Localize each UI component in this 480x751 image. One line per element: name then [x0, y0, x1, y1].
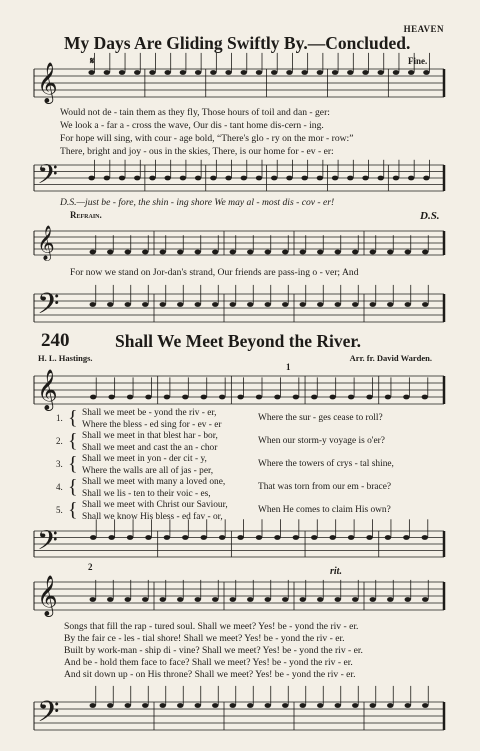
note-head	[149, 70, 155, 75]
note-head	[405, 250, 411, 255]
first-ending-mark: 1	[286, 362, 291, 372]
note-head	[164, 70, 170, 75]
clef-icon: 𝄢	[37, 158, 58, 197]
note-head	[370, 250, 376, 255]
note-head	[317, 70, 323, 75]
note-head	[286, 176, 292, 181]
lyric-line: Would not de - tain them as they fly, Those hours of toil and dan - ger:	[60, 107, 330, 118]
note-head	[127, 535, 133, 540]
note-head	[352, 597, 358, 602]
segno-sign: 𝄋	[90, 56, 95, 67]
treble-staff-refrain	[34, 225, 444, 261]
verse-line: Where the walls are all of jas - per,	[82, 465, 214, 476]
note-head	[422, 535, 428, 540]
bass-staff-refrain	[34, 288, 444, 329]
note-head	[88, 176, 94, 181]
note-head	[230, 250, 236, 255]
note-head	[408, 176, 414, 181]
note-head	[177, 250, 183, 255]
note-head	[423, 176, 429, 181]
note-head	[362, 70, 368, 75]
verse-number: 5.	[56, 505, 63, 515]
verse-line: Shall we lis - ten to their voic - es,	[82, 488, 211, 499]
ds-label: D.S.	[420, 210, 440, 222]
refrain-lyric: For now we stand on Jor-dan's strand, Our friends are pass-ing o - ver; And	[70, 267, 359, 278]
note-head	[293, 395, 299, 400]
note-head	[230, 597, 236, 602]
note-head	[160, 250, 166, 255]
note-head	[149, 176, 155, 181]
note-head	[271, 176, 277, 181]
note-head	[125, 597, 131, 602]
note-head	[195, 597, 201, 602]
note-head	[274, 535, 280, 540]
verse-line: Shall we meet with Christ our Saviour,	[82, 500, 228, 510]
note-head	[90, 302, 96, 307]
note-head	[317, 176, 323, 181]
treble-staff-240-1	[34, 370, 444, 410]
bass-staff-240-2	[34, 696, 444, 736]
note-head	[247, 597, 253, 602]
note-head	[160, 302, 166, 307]
verse-brace: {	[68, 453, 78, 475]
note-head	[210, 70, 216, 75]
note-head	[182, 395, 188, 400]
note-head	[352, 703, 358, 708]
note-head	[212, 703, 218, 708]
note-head	[142, 250, 148, 255]
arranger-credit: Arr. fr. David Warden.	[349, 353, 432, 363]
note-head	[256, 395, 262, 400]
clef-icon: 𝄢	[37, 288, 60, 329]
lyric-line: For hope will sing, with cour - age bold, “There's glo - ry on the mor - row:”	[60, 133, 354, 144]
note-head	[195, 703, 201, 708]
note-head	[145, 395, 151, 400]
note-head	[362, 176, 368, 181]
note-head	[422, 597, 428, 602]
refrain-label: Refrain.	[70, 210, 102, 220]
note-head	[265, 703, 271, 708]
note-head	[180, 176, 186, 181]
note-head	[256, 70, 262, 75]
note-head	[378, 176, 384, 181]
note-head	[142, 703, 148, 708]
note-head	[230, 703, 236, 708]
note-head	[134, 70, 140, 75]
lyric-line: By the fair ce - les - tial shore! Shall we meet? Yes! be - yond the riv - er.	[64, 633, 345, 644]
verse-number: 2.	[56, 436, 63, 446]
note-head	[134, 176, 140, 181]
verse-number: 3.	[56, 459, 63, 469]
note-head	[210, 176, 216, 181]
note-head	[366, 535, 372, 540]
note-head	[164, 395, 170, 400]
note-head	[385, 395, 391, 400]
note-head	[282, 703, 288, 708]
note-head	[127, 395, 133, 400]
note-head	[237, 395, 243, 400]
note-head	[422, 250, 428, 255]
verse-line-continuation: Where the towers of crys - tal shine,	[258, 459, 394, 469]
clef-icon: 𝄢	[37, 524, 58, 563]
note-head	[145, 535, 151, 540]
verse-brace: {	[68, 430, 78, 452]
note-head	[108, 395, 114, 400]
note-head	[332, 70, 338, 75]
note-head	[90, 535, 96, 540]
note-head	[107, 703, 113, 708]
section-header: HEAVEN	[403, 24, 444, 34]
lyric-line: We look a - far a - cross the wave, Our dis - tant home dis-cern - ing.	[60, 120, 324, 131]
note-head	[311, 395, 317, 400]
note-head	[329, 395, 335, 400]
verse-line-continuation: When He comes to claim His own?	[258, 505, 391, 515]
note-head	[265, 250, 271, 255]
note-head	[201, 535, 207, 540]
note-head	[422, 395, 428, 400]
note-head	[107, 302, 113, 307]
note-head	[107, 250, 113, 255]
verse-line-continuation: When our storm-y voyage is o'er?	[258, 436, 385, 446]
note-head	[335, 703, 341, 708]
verse-line: Shall we meet with many a loved one,	[82, 477, 226, 487]
note-head	[385, 535, 391, 540]
note-head	[347, 176, 353, 181]
note-head	[387, 597, 393, 602]
note-head	[142, 302, 148, 307]
note-head	[164, 176, 170, 181]
note-head	[423, 70, 429, 75]
clef-icon: 𝄞	[37, 576, 58, 617]
note-head	[180, 70, 186, 75]
lyric-line: And be - hold them face to face? Shall we meet? Yes! be - yond the riv - er.	[64, 657, 353, 668]
verse-brace: {	[68, 499, 78, 521]
note-head	[119, 70, 125, 75]
ds-lyric-line: D.S.—just be - fore, the shin - ing shore We may al - most dis - cov - er!	[60, 197, 335, 208]
note-head	[125, 250, 131, 255]
note-head	[370, 302, 376, 307]
note-head	[282, 597, 288, 602]
note-head	[230, 302, 236, 307]
note-head	[225, 176, 231, 181]
note-head	[219, 535, 225, 540]
note-head	[104, 70, 110, 75]
clef-icon: 𝄞	[37, 225, 55, 261]
note-head	[332, 176, 338, 181]
note-head	[301, 176, 307, 181]
note-head	[247, 250, 253, 255]
note-head	[142, 597, 148, 602]
verse-line: Where the bless - ed sing for - ev - er	[82, 419, 222, 430]
note-head	[107, 597, 113, 602]
note-head	[378, 70, 384, 75]
hymn-title: Shall We Meet Beyond the River.	[115, 331, 361, 351]
note-head	[182, 535, 188, 540]
note-head	[370, 703, 376, 708]
note-head	[90, 703, 96, 708]
note-head	[317, 302, 323, 307]
note-head	[393, 176, 399, 181]
note-head	[405, 703, 411, 708]
note-head	[271, 70, 277, 75]
note-head	[317, 250, 323, 255]
note-head	[352, 302, 358, 307]
note-head	[125, 703, 131, 708]
note-head	[90, 250, 96, 255]
verse-line: Shall we meet be - yond the riv - er,	[82, 408, 217, 418]
note-head	[348, 535, 354, 540]
note-head	[403, 535, 409, 540]
verse-line: Shall we meet in that blest har - bor,	[82, 431, 218, 441]
note-head	[347, 70, 353, 75]
hymn-title-concluded: My Days Are Gliding Swiftly By.—Concluded.	[64, 33, 411, 53]
verse-block	[52, 408, 452, 526]
note-head	[265, 597, 271, 602]
note-head	[293, 535, 299, 540]
note-head	[311, 535, 317, 540]
note-head	[352, 250, 358, 255]
clef-icon: 𝄞	[37, 370, 58, 411]
note-head	[88, 70, 94, 75]
lyric-line: Built by work-man - ship di - vine? Shall we meet? Yes! be - yond the riv - er.	[64, 645, 363, 656]
note-head	[422, 703, 428, 708]
lyric-line: And sit down up - on His throne? Shall we meet? Yes! be - yond the riv - er.	[64, 669, 356, 680]
note-head	[301, 70, 307, 75]
bass-staff-1	[34, 158, 444, 197]
note-head	[317, 703, 323, 708]
note-head	[300, 250, 306, 255]
clef-icon: 𝄞	[37, 63, 58, 104]
verse-number: 1.	[56, 413, 63, 423]
note-head	[300, 597, 306, 602]
verse-line-continuation: Where the sur - ges cease to roll?	[258, 413, 383, 423]
lyric-line: Songs that fill the rap - tured soul. Shall we meet? Yes! be - yond the riv - er.	[64, 621, 359, 632]
note-head	[219, 395, 225, 400]
note-head	[195, 250, 201, 255]
verse-line: Shall we know His bless - ed fav - or,	[82, 511, 223, 522]
note-head	[195, 302, 201, 307]
note-head	[405, 597, 411, 602]
fine-mark: Fine.	[408, 56, 428, 66]
note-head	[274, 395, 280, 400]
note-head	[370, 597, 376, 602]
hymn-number: 240	[41, 330, 70, 351]
note-head	[422, 302, 428, 307]
rit-mark: rit.	[330, 566, 342, 577]
treble-staff-240-2	[34, 576, 444, 616]
clef-icon: 𝄢	[37, 696, 60, 737]
note-head	[90, 395, 96, 400]
note-head	[177, 302, 183, 307]
note-head	[195, 70, 201, 75]
note-head	[300, 703, 306, 708]
note-head	[317, 597, 323, 602]
note-head	[282, 302, 288, 307]
note-head	[335, 302, 341, 307]
note-head	[256, 176, 262, 181]
bass-staff-240-1	[34, 524, 444, 563]
note-head	[282, 250, 288, 255]
note-head	[366, 395, 372, 400]
note-head	[164, 535, 170, 540]
note-head	[160, 703, 166, 708]
note-head	[408, 70, 414, 75]
verse-line: Shall we meet and cast the an - chor	[82, 442, 218, 453]
note-head	[241, 176, 247, 181]
note-head	[237, 535, 243, 540]
lyric-line: There, bright and joy - ous in the skies, There, is our home for - ev - er:	[60, 146, 334, 157]
note-head	[348, 395, 354, 400]
note-head	[393, 70, 399, 75]
note-head	[247, 302, 253, 307]
note-head	[256, 535, 262, 540]
note-head	[403, 395, 409, 400]
note-head	[300, 302, 306, 307]
note-head	[212, 302, 218, 307]
note-head	[90, 597, 96, 602]
note-head	[177, 597, 183, 602]
note-head	[160, 597, 166, 602]
note-head	[201, 395, 207, 400]
author-credit: H. L. Hastings.	[38, 353, 93, 363]
note-head	[286, 70, 292, 75]
note-head	[329, 535, 335, 540]
verse-number: 4.	[56, 482, 63, 492]
second-ending-mark: 2	[88, 562, 93, 572]
note-head	[387, 302, 393, 307]
verse-line: Shall we meet in yon - der cit - y,	[82, 454, 207, 464]
verse-line-continuation: That was torn from our em - brace?	[258, 482, 392, 492]
note-head	[335, 597, 341, 602]
note-head	[247, 703, 253, 708]
note-head	[119, 176, 125, 181]
note-head	[225, 70, 231, 75]
note-head	[212, 250, 218, 255]
note-head	[265, 302, 271, 307]
note-head	[177, 703, 183, 708]
note-head	[104, 176, 110, 181]
note-head	[387, 250, 393, 255]
note-head	[387, 703, 393, 708]
verse-brace: {	[68, 407, 78, 429]
note-head	[212, 597, 218, 602]
note-head	[335, 250, 341, 255]
verse-brace: {	[68, 476, 78, 498]
note-head	[125, 302, 131, 307]
note-head	[108, 535, 114, 540]
treble-staff-1	[34, 62, 444, 104]
note-head	[405, 302, 411, 307]
note-head	[241, 70, 247, 75]
note-head	[195, 176, 201, 181]
